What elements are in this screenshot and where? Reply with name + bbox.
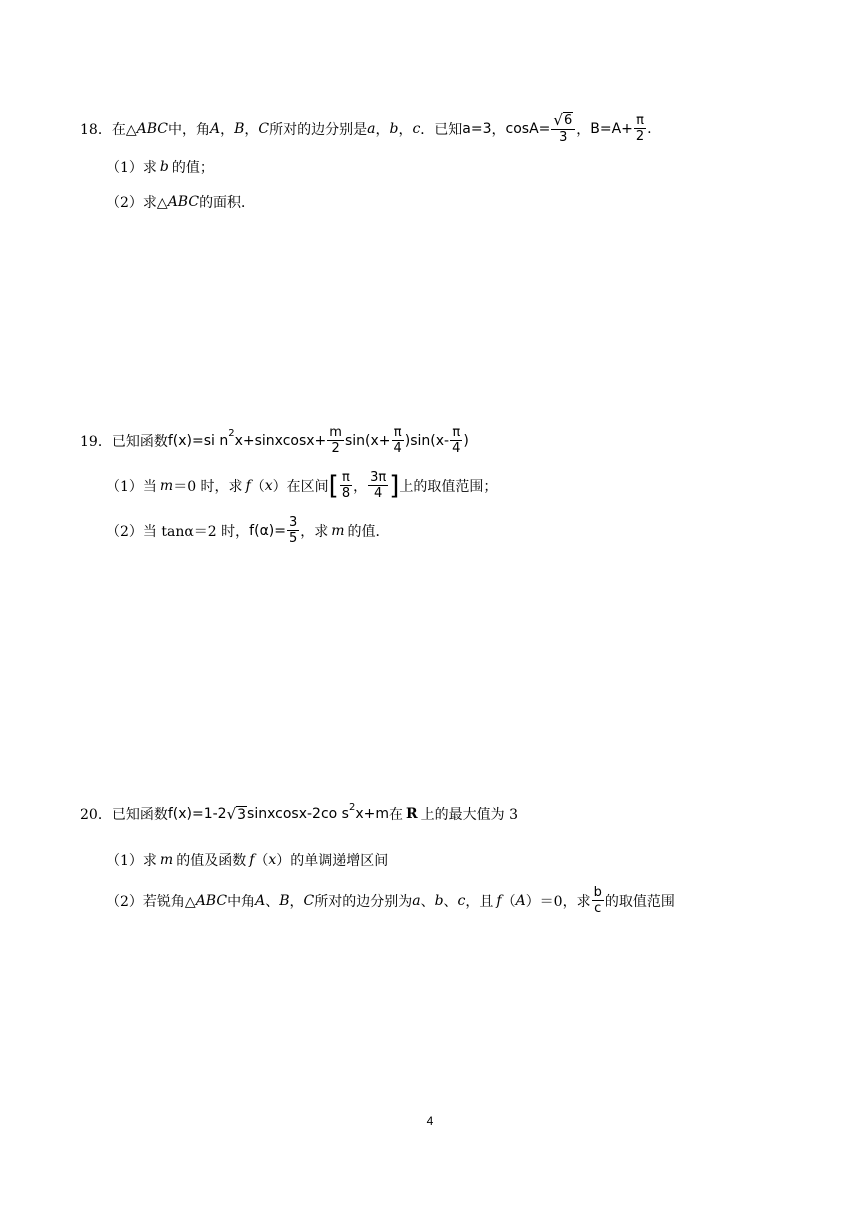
fraction	[634, 113, 646, 144]
question-number: 19．	[80, 433, 112, 450]
text: 的值及函数	[176, 853, 247, 869]
q18-part2	[106, 192, 255, 212]
text: 的值．	[347, 523, 390, 540]
denominator: 2	[635, 129, 645, 144]
text: b	[434, 892, 444, 909]
text: c	[412, 120, 421, 137]
denominator: 4	[374, 486, 383, 501]
math: f(x)=si n	[167, 432, 229, 449]
math: cosA=	[505, 120, 551, 137]
q20-stem	[80, 801, 518, 824]
text: 的值；	[171, 160, 214, 176]
denominator: 4	[452, 441, 461, 456]
text: ABC	[195, 892, 228, 909]
text: m	[331, 522, 345, 539]
text: ，	[375, 121, 390, 138]
q19-part1	[106, 470, 497, 501]
radicand: 6	[563, 113, 573, 128]
text: 中角	[227, 893, 256, 910]
fraction	[368, 470, 388, 501]
denominator: 8	[341, 486, 351, 501]
fraction	[327, 425, 344, 456]
bracket: [	[328, 470, 339, 501]
text: 所对的边分别为	[314, 893, 413, 910]
text: 的面积．	[199, 195, 256, 211]
text: 在△	[111, 121, 137, 138]
text: ABC	[167, 194, 200, 210]
q18-stem	[80, 112, 652, 145]
text: .	[647, 120, 652, 137]
q20-part1	[106, 850, 388, 870]
text: （2）求△	[106, 195, 168, 211]
math: f(x)=1-2	[167, 806, 227, 822]
fraction	[287, 515, 299, 546]
text: 已知函数	[111, 433, 168, 450]
text: （1）求	[106, 160, 157, 176]
text: ＝0 时，求	[173, 478, 243, 495]
question-number: 20．	[80, 807, 112, 823]
math: sin(x+	[344, 432, 391, 449]
text: R	[405, 806, 418, 822]
question-number: 18．	[80, 121, 112, 138]
text: 已知函数	[111, 807, 168, 823]
text: x	[268, 852, 277, 868]
q19-stem	[80, 425, 469, 456]
numerator: π	[452, 425, 461, 440]
text: 上的取值范围；	[399, 478, 498, 495]
text: （	[501, 893, 516, 910]
page-number: 4	[426, 1114, 434, 1128]
math: sinxcosx-2co s	[247, 806, 349, 822]
fraction	[391, 425, 403, 456]
text: （2）若锐角△	[106, 893, 196, 910]
text: 中，角	[167, 121, 210, 138]
text: ）在区间	[272, 478, 329, 495]
text: b	[159, 159, 169, 175]
numerator: π	[342, 470, 350, 485]
fraction	[340, 470, 352, 501]
text: B	[234, 120, 245, 137]
text: 、	[420, 893, 435, 910]
fraction	[450, 425, 462, 456]
text: C	[303, 892, 315, 909]
text: f	[249, 852, 255, 868]
text: ，	[220, 121, 235, 138]
text: 、	[443, 893, 458, 910]
text: ，	[289, 893, 304, 910]
numerator: m	[329, 425, 342, 440]
math: B=A+	[590, 120, 633, 137]
text: c	[457, 892, 466, 909]
text: （	[250, 478, 265, 495]
bracket: ]	[389, 470, 400, 501]
text: A	[515, 892, 526, 909]
text: ）＝0，求	[525, 893, 591, 910]
text: （1）求	[106, 853, 157, 869]
text: （2）当 tanα＝2 时，	[106, 523, 250, 540]
text: a	[367, 120, 376, 137]
superscript: 2	[348, 801, 356, 813]
text: C	[258, 120, 270, 137]
q18-part1	[106, 157, 214, 177]
math: f(α)=	[249, 522, 286, 539]
denominator: 4	[393, 441, 402, 456]
text: ABC	[136, 120, 168, 137]
text: m	[159, 852, 174, 868]
text: f	[245, 477, 251, 494]
text: ，	[576, 121, 591, 138]
text: （1）当	[106, 478, 157, 495]
denominator: 2	[331, 441, 340, 456]
fraction: √ 6 3	[551, 112, 575, 145]
denominator: c	[594, 901, 602, 916]
numerator: 3	[288, 515, 298, 530]
math: x+m	[355, 806, 389, 822]
text: ，	[491, 121, 506, 138]
numerator: b	[593, 885, 602, 900]
q19-part2	[106, 515, 390, 546]
text: ．已知	[420, 121, 463, 138]
math: )sin(x-	[404, 432, 450, 449]
q20-part2	[106, 885, 675, 916]
text: ）的单调递增区间	[276, 853, 389, 869]
text: B	[279, 892, 290, 909]
math: a=3	[462, 120, 492, 137]
text: ，求	[300, 523, 329, 540]
text: ，	[398, 121, 413, 138]
numerator: 3π	[370, 470, 387, 485]
text: 上的最大值为 3	[420, 807, 518, 823]
text: A	[209, 120, 221, 137]
math: x+sinxcosx+	[234, 432, 327, 449]
text: b	[389, 120, 399, 137]
numerator: π	[393, 425, 402, 440]
numerator: π	[636, 113, 644, 128]
fraction	[592, 885, 604, 916]
text: m	[159, 477, 174, 494]
text: ，	[244, 121, 259, 138]
text: （	[254, 853, 269, 869]
text: a	[412, 892, 421, 909]
text: 、	[265, 893, 280, 910]
text: ，且	[465, 893, 494, 910]
sqrt: √ 3	[226, 805, 247, 823]
denominator: 3	[559, 130, 568, 145]
text: 在	[388, 807, 403, 823]
text: 所对的边分别是	[269, 121, 368, 138]
text: 的取值范围	[604, 893, 675, 910]
text: f	[496, 892, 502, 909]
text: x	[264, 477, 273, 494]
superscript: 2	[228, 428, 235, 439]
text: A	[255, 892, 266, 909]
radicand: 3	[237, 807, 247, 823]
text: ，	[353, 478, 368, 495]
math: )	[463, 432, 469, 449]
denominator: 5	[288, 531, 298, 546]
